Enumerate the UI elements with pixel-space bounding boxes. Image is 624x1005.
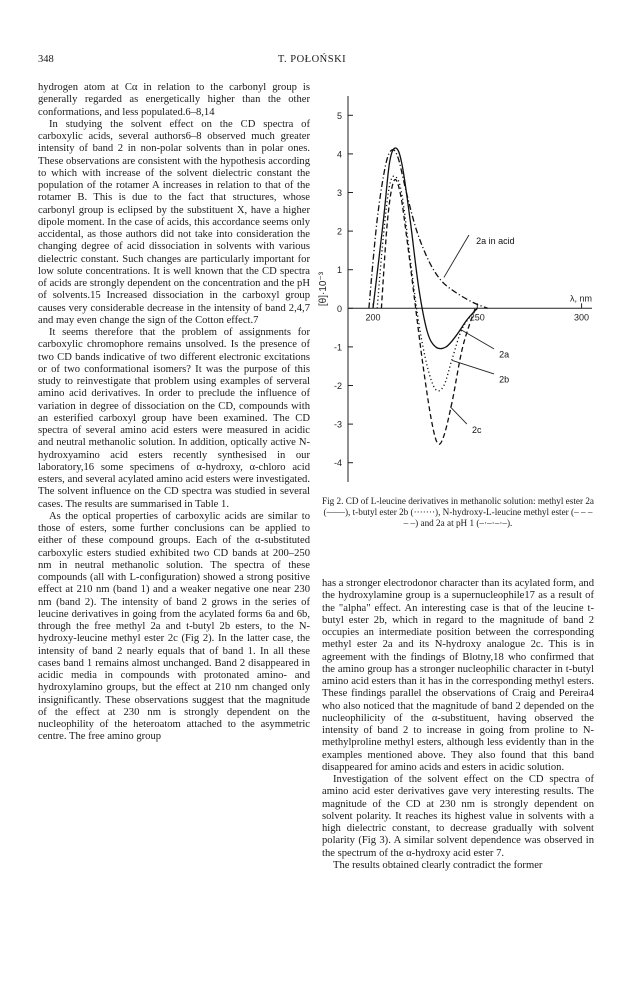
series-line-2a-in-acid [369,150,488,309]
annotation-leader-line [444,235,469,277]
annotation-label: 2b [499,374,510,385]
figure-caption: Fig 2. CD of L-leucine derivatives in methanolic solution: methyl ester 2a (——), t-butyl ester 2b (·······), N-hydroxy-L-leucine methyl ester (– – – – –) and 2a at pH 1 (–·–·–·–). [322,496,594,528]
paragraph: Investigation of the solvent effect on the CD spectra of amino acid ester derivatives gave very interesting results. The magnitude of the CD at 230 nm is strongly dependent on solvent polarity. It reaches its highest value in solvents with a high dielectric constant, to decrease gradually with solvent polarity (Fig 3). A similar solvent dependence was observed in the spectrum of the α-hydroxy acid ester 7. [322,774,594,859]
y-tick-label: -1 [333,342,342,353]
series-line-2a [373,148,477,349]
y-tick-label: 3 [336,188,342,198]
paragraph: has a stronger electrodonor character than its acylated form, and the hydroxylamine group is a supernucleophile17 as a result of the "alpha" effect. An interesting case is that of the leucine t-butyl ester 2b, which in regard to the magnitude of band 2 occupies an intermediate position between the corresponding methyl ester 2a and its N-hydroxy analogue 2c. This is in agreement with the findings of Blotny,18 who confirmed that the amino group has a stronger nucleophilic character in t-butyl amino acid esters than it has in the corresponding methyl esters. These findings parallel the observations of Craig and Pereira4 who also noticed that the magnitude of band 2 depended on the nucleophilicity of the α-substituent, having observed the intensity of band 2 to increase in going from proline to N-methylproline methyl esters, although less evidently than in the examples mentioned above. They also found that this band disappeared for amino acids and esters in acidic solution. [322,578,594,773]
chart-series [369,148,488,444]
x-tick-label: 200 [365,312,381,323]
paragraph: hydrogen atom at Cα in relation to the carbonyl group is generally regarded as energetically higher than the other conformations, and less populated.6–8,14 [38,82,310,118]
y-tick-label: 0 [336,303,342,314]
y-tick-label: 5 [336,110,342,121]
y-tick-label: 4 [336,149,342,160]
running-header-author: T. POŁOŃSKI [277,54,347,65]
annotation-label: 2a [499,349,510,360]
x-axis-label: λ, nm [569,293,592,304]
chart-labels [318,111,592,468]
left-column [38,82,310,744]
chart-axes [348,96,592,482]
y-tick-label: -3 [333,419,342,430]
x-tick-label: 250 [469,312,485,323]
annotation-leader-line [461,330,494,349]
annotation-label: 2a in acid [476,235,515,246]
annotation-label: 2c [471,424,482,435]
cd-spectrum-figure [300,84,610,494]
series-line-2c [381,180,475,445]
y-axis-label: [θ]·10⁻³ [318,271,329,307]
x-tick-label: 300 [574,312,590,323]
annotation-leader-line [450,407,467,424]
paragraph: The results obtained clearly contradict the former [333,859,543,871]
page-number: 348 [38,54,54,65]
y-tick-label: 1 [336,265,342,276]
y-tick-label: 2 [336,226,342,237]
series-line-2b [377,176,477,391]
y-tick-label: -2 [333,381,342,391]
y-tick-label: -4 [333,458,342,469]
right-column [322,578,594,872]
paragraph: As the optical properties of carboxylic acids are similar to those of esters, some further conclusions can be applied to either of these compound groups. Each of the α-substituted carboxylic esters studied exhibited two CD bands at 200–250 nm in neutral methanolic solution. The spectra of these compounds (all with L-configuration) showed a strong positive effect at 210 nm (band 1) and a weaker negative one near 230 nm (band 2). The intensity of band 2 grows in the series of leucine derivatives in going from the acylated forms 6a and 6b, through the free methyl 2a and t-butyl 2b esters, to the N-hydroxy-leucine methyl ester 2c (Fig 2). In the latter case, the intensity of band 2 nearly equals that of band 1. In all these cases band 1 remains almost unchanged. Band 2 disappeared in acidic media in compounds with protonated amino- and hydroxylamino groups, but the effect at 210 nm changed only insignificantly. These observations suggest that the magnitude of the effect at 230 nm is strongly dependent on the nucleophility of the heteroatom attached to the asymmetric centre. The free amino group [38,510,310,743]
paragraph: In studying the solvent effect on the CD spectra of carboxylic acids, several authors6–8 observed much greater intensity of band 2 in non-polar solvents than in polar ones. These observations are consistent with the hypothesis according to which with increase of the solvent dielectric constant the population of the rotamer A increases in relation to that of the rotamer B. This is due to the fact that structures, whose carbonyl group is eclipsed by the substituent X, have a higher dipole moment. In the case of acids, this accordance seems only accidental, as those authors did not take into consideration the changing degree of acid dissociation in solvents with various dielectric constant. Such changes are particularly important for low solute concentrations. It is well known that the CD spectra of acids are strongly dependent on the concentration and the pH of solvents.15 Increased dissociation in the carboxyl group causes very considerable decrease in the intensity of band 2,4,7 and may even change the sign of the Cotton effect.7 [38,118,310,326]
paragraph: It seems therefore that the problem of assignments for carboxylic chromophore remains unsolved. Is the presence of two CD bands indicative of two different electronic excitations or of two conformational isomers? It was the purpose of this study to reinvestigate that problem using examples of serveral amino acid derivatives. In order to preclude the influence of variation in degree of dissociation on the CD, compounds with an esterified carboxyl group have been examined. The CD spectra of several amino acid esters were measured in acidic and neutral methanolic solution. In addition, optically active N-hydroxyamino acid esters recently synthesised in our laboratory,16 some specimens of α-hydroxy, α-chloro acid esters, and several acylated amino acid esters were investigated. The solvent influence on the CD spectra was studied in several cases. The results are summarised in Table 1. [38,327,310,510]
